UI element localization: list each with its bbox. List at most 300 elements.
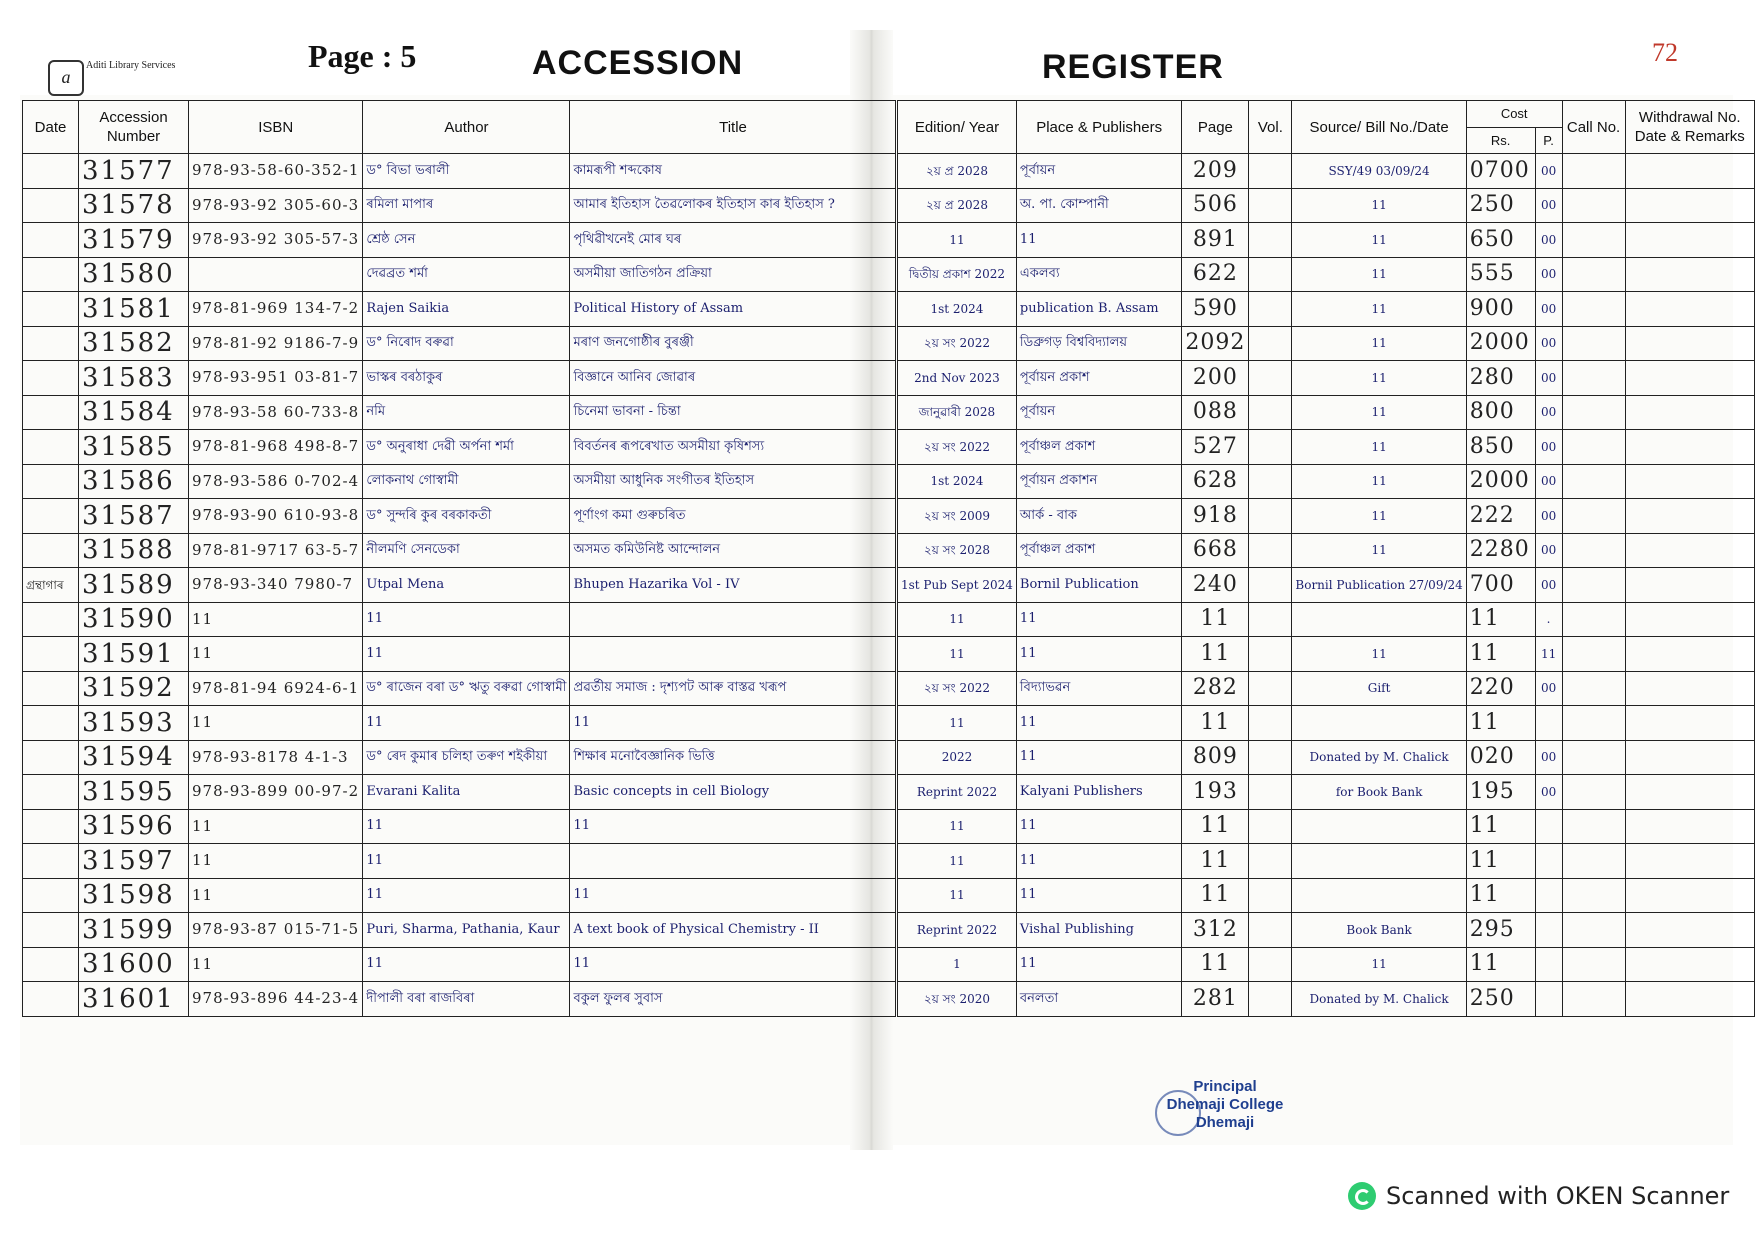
row-publisher: 11 xyxy=(1016,947,1181,982)
row-date xyxy=(23,292,79,327)
row-cost-p: 00 xyxy=(1535,775,1562,810)
row-source: 11 xyxy=(1292,637,1466,672)
table-row xyxy=(898,913,1755,948)
row-cost-rs: 700 xyxy=(1466,568,1535,603)
row-page: 209 xyxy=(1182,154,1249,189)
row-accession-number: 31599 xyxy=(79,913,189,948)
row-remarks xyxy=(1625,844,1754,879)
col-place-publishers: Place & Publishers xyxy=(1016,101,1181,154)
row-title: 11 xyxy=(570,878,896,913)
row-accession-number: 31589 xyxy=(79,568,189,603)
row-vol xyxy=(1249,844,1292,879)
col-vol: Vol. xyxy=(1249,101,1292,154)
row-isbn: 978-81-92 9186-7-9 xyxy=(189,326,363,361)
row-cost-rs: 0700 xyxy=(1466,154,1535,189)
table-row xyxy=(898,361,1755,396)
row-vol xyxy=(1249,223,1292,258)
row-date xyxy=(23,947,79,982)
row-remarks xyxy=(1625,671,1754,706)
row-cost-p: 00 xyxy=(1535,568,1562,603)
row-title: চিনেমা ভাবনা - চিন্তা xyxy=(570,395,896,430)
row-publisher: পূৰ্বায়ন xyxy=(1016,154,1181,189)
stamp-line-2: Dhemaji College xyxy=(1166,1096,1284,1113)
table-row xyxy=(23,499,896,534)
row-author: ৰমিলা মাপাৰ xyxy=(363,188,570,223)
table-row xyxy=(23,844,896,879)
row-call-no xyxy=(1562,740,1625,775)
row-source xyxy=(1292,706,1466,741)
row-edition-year: ২য় সং 2022 xyxy=(898,326,1017,361)
row-isbn: 978-93-90 610-93-8 xyxy=(189,499,363,534)
scanner-watermark xyxy=(1348,1182,1729,1210)
col-accession-number: Accession Number xyxy=(79,101,189,154)
row-title: কামৰূপী শব্দকোষ xyxy=(570,154,896,189)
row-call-no xyxy=(1562,464,1625,499)
row-accession-number: 31582 xyxy=(79,326,189,361)
row-page: 918 xyxy=(1182,499,1249,534)
row-cost-p xyxy=(1535,809,1562,844)
row-edition-year: 11 xyxy=(898,878,1017,913)
row-call-no xyxy=(1562,533,1625,568)
row-page: 240 xyxy=(1182,568,1249,603)
col-title: Title xyxy=(570,101,896,154)
row-page: 11 xyxy=(1182,706,1249,741)
row-page: 11 xyxy=(1182,844,1249,879)
row-isbn: 978-81-94 6924-6-1 xyxy=(189,671,363,706)
row-cost-p xyxy=(1535,706,1562,741)
row-isbn: 978-81-968 498-8-7 xyxy=(189,430,363,465)
table-row xyxy=(23,361,896,396)
row-isbn: 11 xyxy=(189,809,363,844)
row-cost-rs: 2000 xyxy=(1466,464,1535,499)
row-title: 11 xyxy=(570,809,896,844)
table-row xyxy=(898,878,1755,913)
table-row xyxy=(898,671,1755,706)
row-publisher: 11 xyxy=(1016,740,1181,775)
row-edition-year: 1st 2024 xyxy=(898,464,1017,499)
row-page: 590 xyxy=(1182,292,1249,327)
row-author: নীলমণি সেনডেকা xyxy=(363,533,570,568)
row-accession-number: 31590 xyxy=(79,602,189,637)
row-page: 281 xyxy=(1182,982,1249,1017)
row-cost-rs: 2000 xyxy=(1466,326,1535,361)
row-isbn: 11 xyxy=(189,878,363,913)
page-number: 72 xyxy=(1652,38,1678,67)
title-register: REGISTER xyxy=(1042,48,1224,86)
row-cost-p: 00 xyxy=(1535,292,1562,327)
row-cost-p: 11 xyxy=(1535,637,1562,672)
row-date xyxy=(23,602,79,637)
row-page: 506 xyxy=(1182,188,1249,223)
row-cost-p: 00 xyxy=(1535,154,1562,189)
row-source: SSY/49 03/09/24 xyxy=(1292,154,1466,189)
row-publisher: 11 xyxy=(1016,809,1181,844)
row-edition-year: ২য় সং 2022 xyxy=(898,430,1017,465)
row-cost-p xyxy=(1535,982,1562,1017)
row-vol xyxy=(1249,292,1292,327)
row-accession-number: 31591 xyxy=(79,637,189,672)
row-remarks xyxy=(1625,326,1754,361)
row-remarks xyxy=(1625,292,1754,327)
row-source: 11 xyxy=(1292,947,1466,982)
row-page: 11 xyxy=(1182,637,1249,672)
row-vol xyxy=(1249,740,1292,775)
row-accession-number: 31597 xyxy=(79,844,189,879)
row-cost-p: 00 xyxy=(1535,533,1562,568)
row-author: নমি xyxy=(363,395,570,430)
row-cost-p: 00 xyxy=(1535,671,1562,706)
row-edition-year: ২য় সং 2028 xyxy=(898,533,1017,568)
title-accession: ACCESSION xyxy=(532,44,744,82)
row-call-no xyxy=(1562,326,1625,361)
row-call-no xyxy=(1562,292,1625,327)
page-label: Page : 5 xyxy=(308,38,417,74)
row-author: 11 xyxy=(363,844,570,879)
row-date xyxy=(23,223,79,258)
row-source xyxy=(1292,844,1466,879)
table-row xyxy=(23,223,896,258)
row-publisher: পূৰ্বায়ন প্ৰকাশন xyxy=(1016,464,1181,499)
row-publisher: 11 xyxy=(1016,223,1181,258)
row-accession-number: 31598 xyxy=(79,878,189,913)
row-cost-rs: 11 xyxy=(1466,878,1535,913)
row-date xyxy=(23,878,79,913)
row-date: গ্ৰন্থাগাৰ xyxy=(23,568,79,603)
row-edition-year: 1 xyxy=(898,947,1017,982)
row-cost-p: . xyxy=(1535,602,1562,637)
row-date xyxy=(23,154,79,189)
row-publisher: Bornil Publication xyxy=(1016,568,1181,603)
row-cost-p: 00 xyxy=(1535,395,1562,430)
row-source: 11 xyxy=(1292,499,1466,534)
row-source: 11 xyxy=(1292,533,1466,568)
table-row xyxy=(23,602,896,637)
row-date xyxy=(23,844,79,879)
row-source: 11 xyxy=(1292,188,1466,223)
row-source: 11 xyxy=(1292,292,1466,327)
row-title: শিক্ষাৰ মনোবৈজ্ঞানিক ভিত্তি xyxy=(570,740,896,775)
row-publisher: 11 xyxy=(1016,844,1181,879)
row-isbn: 978-93-58 60-733-8 xyxy=(189,395,363,430)
row-cost-p: 00 xyxy=(1535,326,1562,361)
row-source: Donated by M. Chalick xyxy=(1292,982,1466,1017)
row-isbn: 978-93-586 0-702-4 xyxy=(189,464,363,499)
row-remarks xyxy=(1625,361,1754,396)
row-edition-year: 11 xyxy=(898,706,1017,741)
table-row xyxy=(898,602,1755,637)
row-date xyxy=(23,188,79,223)
row-isbn: 978-81-9717 63-5-7 xyxy=(189,533,363,568)
row-author: ড° অনুৰাধা দেৱী অৰ্পনা শৰ্মা xyxy=(363,430,570,465)
row-edition-year: 2nd Nov 2023 xyxy=(898,361,1017,396)
row-remarks xyxy=(1625,188,1754,223)
table-row xyxy=(23,809,896,844)
table-row xyxy=(23,982,896,1017)
row-publisher: publication B. Assam xyxy=(1016,292,1181,327)
row-isbn: 11 xyxy=(189,844,363,879)
row-author: Evarani Kalita xyxy=(363,775,570,810)
row-author: লোকনাথ গোস্বামী xyxy=(363,464,570,499)
row-remarks xyxy=(1625,602,1754,637)
table-row xyxy=(23,188,896,223)
row-cost-rs: 11 xyxy=(1466,706,1535,741)
row-cost-rs: 250 xyxy=(1466,982,1535,1017)
table-row xyxy=(898,223,1755,258)
row-source xyxy=(1292,878,1466,913)
row-vol xyxy=(1249,430,1292,465)
row-date xyxy=(23,257,79,292)
row-remarks xyxy=(1625,878,1754,913)
row-date xyxy=(23,430,79,465)
row-title: বিজ্ঞানে আনিব জোৱাৰ xyxy=(570,361,896,396)
row-accession-number: 31600 xyxy=(79,947,189,982)
table-row xyxy=(898,568,1755,603)
row-publisher: ডিব্ৰুগড় বিশ্ববিদ্যালয় xyxy=(1016,326,1181,361)
col-date: Date xyxy=(23,101,79,154)
col-edition-year: Edition/ Year xyxy=(898,101,1017,154)
row-author: Utpal Mena xyxy=(363,568,570,603)
row-page: 891 xyxy=(1182,223,1249,258)
row-edition-year: ২য় সং 2020 xyxy=(898,982,1017,1017)
row-date xyxy=(23,809,79,844)
row-source: Bornil Publication 27/09/24 xyxy=(1292,568,1466,603)
row-vol xyxy=(1249,706,1292,741)
row-page: 527 xyxy=(1182,430,1249,465)
table-row xyxy=(23,775,896,810)
row-isbn: 978-93-92 305-60-3 xyxy=(189,188,363,223)
row-vol xyxy=(1249,464,1292,499)
row-accession-number: 31579 xyxy=(79,223,189,258)
row-source: 11 xyxy=(1292,361,1466,396)
stamp-line-1: Principal xyxy=(1193,1078,1257,1095)
row-call-no xyxy=(1562,913,1625,948)
row-cost-p: 00 xyxy=(1535,464,1562,499)
row-accession-number: 31587 xyxy=(79,499,189,534)
row-cost-p xyxy=(1535,947,1562,982)
table-row xyxy=(23,326,896,361)
row-accession-number: 31584 xyxy=(79,395,189,430)
row-author: দীপালী বৰা ৰাজবিৰা xyxy=(363,982,570,1017)
row-remarks xyxy=(1625,464,1754,499)
row-remarks xyxy=(1625,947,1754,982)
row-title: 11 xyxy=(570,947,896,982)
row-cost-p: 00 xyxy=(1535,223,1562,258)
row-author: ড° সুন্দৰি কুৰ বৰকাকতী xyxy=(363,499,570,534)
row-cost-p: 00 xyxy=(1535,740,1562,775)
row-author: Puri, Sharma, Pathania, Kaur xyxy=(363,913,570,948)
row-cost-rs: 800 xyxy=(1466,395,1535,430)
row-title: বিবৰ্তনৰ ৰূপৰেখাত অসমীয়া কৃষিশস্য xyxy=(570,430,896,465)
row-page: 282 xyxy=(1182,671,1249,706)
table-row xyxy=(898,533,1755,568)
row-publisher: পূৰ্বাঞ্চল প্ৰকাশ xyxy=(1016,533,1181,568)
row-date xyxy=(23,740,79,775)
row-vol xyxy=(1249,326,1292,361)
col-cost-p: P. xyxy=(1535,127,1562,154)
row-accession-number: 31588 xyxy=(79,533,189,568)
row-date xyxy=(23,671,79,706)
logo-text: Aditi Library Services xyxy=(86,60,176,71)
row-call-no xyxy=(1562,395,1625,430)
row-accession-number: 31594 xyxy=(79,740,189,775)
row-author: 11 xyxy=(363,947,570,982)
row-edition-year: 11 xyxy=(898,809,1017,844)
table-row xyxy=(23,395,896,430)
row-vol xyxy=(1249,775,1292,810)
row-date xyxy=(23,464,79,499)
row-edition-year: Reprint 2022 xyxy=(898,913,1017,948)
row-cost-p: 00 xyxy=(1535,499,1562,534)
row-edition-year: 1st Pub Sept 2024 xyxy=(898,568,1017,603)
row-edition-year: 1st 2024 xyxy=(898,292,1017,327)
row-call-no xyxy=(1562,499,1625,534)
row-edition-year: 11 xyxy=(898,602,1017,637)
stamp-line-3: Dhemaji xyxy=(1195,1114,1255,1131)
row-vol xyxy=(1249,671,1292,706)
row-title xyxy=(570,602,896,637)
col-cost: Cost xyxy=(1466,101,1562,128)
row-cost-rs: 555 xyxy=(1466,257,1535,292)
row-author: ভাস্কৰ বৰঠাকুৰ xyxy=(363,361,570,396)
row-remarks xyxy=(1625,775,1754,810)
row-page: 809 xyxy=(1182,740,1249,775)
table-row xyxy=(898,154,1755,189)
row-isbn: 11 xyxy=(189,706,363,741)
table-row xyxy=(23,257,896,292)
row-page: 200 xyxy=(1182,361,1249,396)
row-author: Rajen Saikia xyxy=(363,292,570,327)
row-vol xyxy=(1249,188,1292,223)
row-author: ড° নিৰোদ বৰুৱা xyxy=(363,326,570,361)
row-isbn: 978-93-92 305-57-3 xyxy=(189,223,363,258)
row-isbn: 978-93-951 03-81-7 xyxy=(189,361,363,396)
table-row xyxy=(898,809,1755,844)
row-title: পৃথিৱীখনেই মোৰ ঘৰ xyxy=(570,223,896,258)
row-cost-rs: 220 xyxy=(1466,671,1535,706)
row-isbn: 978-93-896 44-23-4 xyxy=(189,982,363,1017)
row-title: 11 xyxy=(570,706,896,741)
table-row xyxy=(898,844,1755,879)
row-edition-year: 11 xyxy=(898,223,1017,258)
row-author: ড° ৰেদ কুমাৰ চলিহা তৰুণ শইকীয়া xyxy=(363,740,570,775)
row-date xyxy=(23,533,79,568)
row-edition-year: ২য় প্ৰ 2028 xyxy=(898,188,1017,223)
row-cost-p: 00 xyxy=(1535,430,1562,465)
row-call-no xyxy=(1562,878,1625,913)
row-cost-rs: 11 xyxy=(1466,602,1535,637)
row-page: 2092 xyxy=(1182,326,1249,361)
row-source: Gift xyxy=(1292,671,1466,706)
row-page: 622 xyxy=(1182,257,1249,292)
row-author: ড° বিভা ভৰালী xyxy=(363,154,570,189)
row-vol xyxy=(1249,602,1292,637)
row-call-no xyxy=(1562,154,1625,189)
row-date xyxy=(23,982,79,1017)
row-title: অসমীয়া আধুনিক সংগীতৰ ইতিহাস xyxy=(570,464,896,499)
row-author: 11 xyxy=(363,878,570,913)
table-row xyxy=(898,775,1755,810)
row-author: 11 xyxy=(363,809,570,844)
table-row xyxy=(898,430,1755,465)
col-source-bill: Source/ Bill No./Date xyxy=(1292,101,1466,154)
row-publisher: Kalyani Publishers xyxy=(1016,775,1181,810)
row-edition-year: জানুৱাৰী 2028 xyxy=(898,395,1017,430)
row-author: 11 xyxy=(363,602,570,637)
row-call-no xyxy=(1562,947,1625,982)
row-cost-rs: 650 xyxy=(1466,223,1535,258)
row-vol xyxy=(1249,533,1292,568)
row-call-no xyxy=(1562,706,1625,741)
row-date xyxy=(23,775,79,810)
row-publisher: আৰ্ক - বাক xyxy=(1016,499,1181,534)
col-call-no: Call No. xyxy=(1562,101,1625,154)
row-remarks xyxy=(1625,499,1754,534)
row-vol xyxy=(1249,913,1292,948)
row-edition-year: ২য় প্ৰ 2028 xyxy=(898,154,1017,189)
row-publisher: 11 xyxy=(1016,706,1181,741)
row-date xyxy=(23,706,79,741)
row-remarks xyxy=(1625,533,1754,568)
row-date xyxy=(23,499,79,534)
table-row xyxy=(898,464,1755,499)
row-cost-rs: 195 xyxy=(1466,775,1535,810)
row-remarks xyxy=(1625,568,1754,603)
row-edition-year: Reprint 2022 xyxy=(898,775,1017,810)
row-publisher: পূৰ্বাঞ্চল প্ৰকাশ xyxy=(1016,430,1181,465)
col-author: Author xyxy=(363,101,570,154)
row-cost-rs: 11 xyxy=(1466,844,1535,879)
row-date xyxy=(23,637,79,672)
row-publisher: 11 xyxy=(1016,602,1181,637)
accession-table-right xyxy=(897,100,1755,1017)
table-row xyxy=(898,740,1755,775)
row-date xyxy=(23,913,79,948)
row-cost-rs: 020 xyxy=(1466,740,1535,775)
row-cost-p xyxy=(1535,844,1562,879)
table-row xyxy=(23,292,896,327)
table-row xyxy=(23,533,896,568)
row-remarks xyxy=(1625,706,1754,741)
table-row xyxy=(23,706,896,741)
row-cost-rs: 11 xyxy=(1466,809,1535,844)
table-row xyxy=(23,671,896,706)
row-accession-number: 31583 xyxy=(79,361,189,396)
col-page: Page xyxy=(1182,101,1249,154)
row-call-no xyxy=(1562,844,1625,879)
table-row xyxy=(23,464,896,499)
row-page: 088 xyxy=(1182,395,1249,430)
table-row xyxy=(23,430,896,465)
row-isbn: 978-93-8178 4-1-3 xyxy=(189,740,363,775)
right-table-body xyxy=(898,154,1755,1017)
row-edition-year: ২য় সং 2022 xyxy=(898,671,1017,706)
row-date xyxy=(23,326,79,361)
row-remarks xyxy=(1625,223,1754,258)
row-author: ড° ৰাজেন বৰা ড° ঋতু বৰুৱা গোস্বামী xyxy=(363,671,570,706)
table-row xyxy=(23,154,896,189)
row-page: 11 xyxy=(1182,878,1249,913)
row-isbn: 978-93-58-60-352-1 xyxy=(189,154,363,189)
table-row xyxy=(23,913,896,948)
row-title: প্ৰৱৰ্তীয় সমাজ : দৃশ্যপট আৰু বাস্তৱ খৰূপ xyxy=(570,671,896,706)
row-remarks xyxy=(1625,982,1754,1017)
row-edition-year: 11 xyxy=(898,637,1017,672)
row-publisher: বনলতা xyxy=(1016,982,1181,1017)
row-remarks xyxy=(1625,430,1754,465)
row-cost-rs: 250 xyxy=(1466,188,1535,223)
table-row xyxy=(23,878,896,913)
row-isbn xyxy=(189,257,363,292)
